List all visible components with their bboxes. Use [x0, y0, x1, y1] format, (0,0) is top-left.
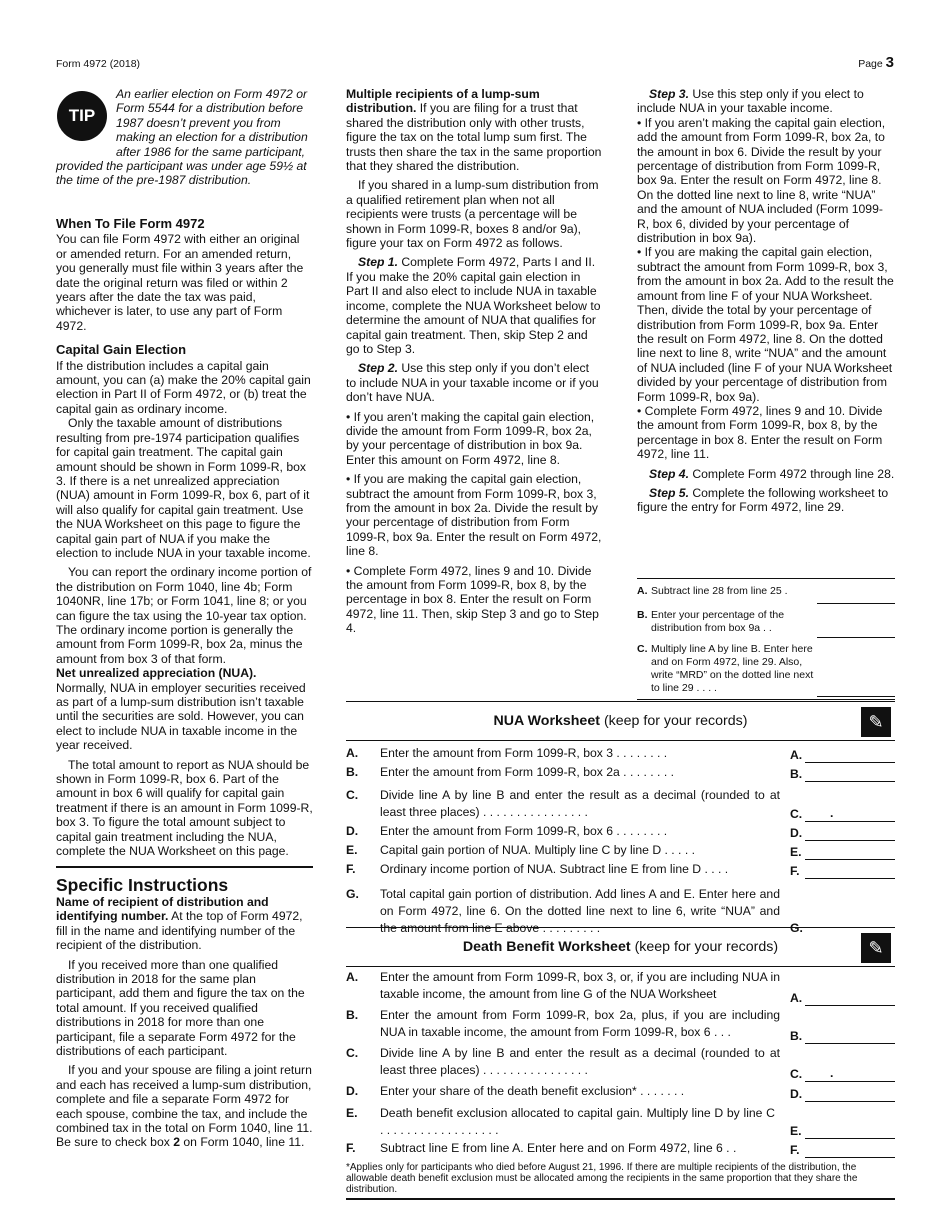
pencil-icon: ✎	[861, 933, 891, 963]
step2-bullet-2: • If you are making the capital gain election, subtract the amount from Form 1099-R, box 3, from the amount in box 2a. Divide the result by your percentage of distribution from Form 1099-R, box 9a. Enter the result on Form 4972, line 8.	[346, 472, 602, 559]
row-text: Capital gain portion of NUA. Multiply line C by line D . . . . .	[380, 843, 695, 857]
step1-text: Complete Form 4972, Parts I and II. If you make the 20% capital gain election in Part II and also elect to include NUA in taxable income, complete the NUA Worksheet below to determine the amount of NUA that qualifies for capital gain treatment. Then, skip Step 2 and go to Step 3.	[346, 255, 601, 356]
capital-gain-p2: Only the taxable amount of distributions resulting from pre-1974 participation qualifies for capital gain treatment. The capital gain amount should be shown in Form 1099-R, box 3. If there is a net unrealized appreciation (NUA) amount in Form 1099-R, box 6, part of it will also qualify for capital gain treatment. Use the NUA Worksheet on this page to figure the capital gain part of NUA if you make the election to include NUA in your taxable income.	[56, 416, 311, 560]
tip-text: An earlier election on Form 4972 or Form 5544 for a distribution before 1987 doesn’t prevent you from making an election for a distribution after 1986 for the same participant, provided the participant was under age 59½ at the time of the pre-1987 distribution.	[56, 87, 308, 188]
row-text: Enter the amount from Form 1099-R, box 3 . . . . . . . .	[380, 746, 668, 760]
row-ref: D.	[790, 826, 803, 840]
page-num: 3	[885, 54, 894, 71]
step3-bullet-1: • If you aren’t making the capital gain election, add the amount from Form 1099-R, box 2a, to the amount in box 6. Divide the result by your percentage of distribution from Form 1099-R, box 9a. Enter the result on Form 4972, line 8. On the dotted line next to line 8, write “NUA” and the amount of NUA included (Form 1099-R, box 6, divided by your percentage of distribution in box 9a).	[637, 115, 886, 246]
death-row-d	[346, 1083, 895, 1103]
form-header-title: Form 4972 (2018)	[56, 58, 141, 70]
multiple-distributions-para: If you received more than one qualified distribution in 2018 for the same plan participant, add them and figure the tax on the total amount. If you received qualified distributions in 2018 for more than one participant, file a separate Form 4972 for the distributions of each participant.	[56, 957, 305, 1058]
mini-row-letter: B.	[637, 609, 648, 621]
death-title-bold: Death Benefit Worksheet	[462, 939, 631, 955]
death-row-c	[346, 1045, 895, 1083]
row-letter: B.	[346, 1008, 359, 1022]
name-lead: Name of recipient of distribution and identifying number.	[56, 894, 269, 924]
row-text: Total capital gain portion of distribution. Add lines A and E. Enter here and on Form 4972, line 6. On the dotted line next to line 6, write “NUA” and the amount from line E above . . . . . . . . .	[380, 887, 780, 935]
mini-entry-field-c[interactable]	[817, 696, 895, 697]
multiple-recipients-para	[346, 87, 602, 173]
death-worksheet-title	[346, 927, 895, 967]
step2-bullet-3: • Complete Form 4972, lines 9 and 10. Divide the amount from Form 1099-R, box 8, by the percentage in box 8. Enter the result on Form 4972, line 11. Then, skip Step 3 and go to Step 4.	[346, 563, 599, 636]
row-ref: B.	[790, 1029, 803, 1043]
nua-worksheet	[346, 701, 895, 937]
row-ref: A.	[790, 748, 803, 762]
row-letter: B.	[346, 765, 359, 779]
nua-title-bold: NUA Worksheet	[493, 713, 600, 729]
row-ref: C.	[790, 807, 803, 821]
mini-row	[637, 606, 895, 640]
row-text: Death benefit exclusion allocated to capital gain. Multiply line D by line C . . . . . . . . . . . . . . . . . .	[380, 1106, 775, 1137]
mini-row-letter: C.	[637, 643, 648, 655]
nua-field-c[interactable]	[805, 821, 895, 822]
row-text: Ordinary income portion of NUA. Subtract line E from line D . . . .	[380, 862, 729, 876]
nua-row-f	[346, 861, 895, 880]
column-right	[637, 87, 895, 515]
column-middle	[346, 87, 602, 636]
death-field-e[interactable]	[805, 1138, 895, 1139]
step4-label: Step 4.	[649, 466, 689, 481]
capital-gain-heading: Capital Gain Election	[56, 342, 187, 358]
row-letter: G.	[346, 887, 359, 901]
row-ref: C.	[790, 1067, 803, 1081]
nua-field-f[interactable]	[805, 878, 895, 879]
row-ref: A.	[790, 991, 803, 1005]
step2-para	[346, 361, 602, 404]
mrd-mini-worksheet	[637, 578, 895, 700]
step2-bullet-1: • If you aren’t making the capital gain election, divide the amount from Form 1099-R, box 2a, by your percentage of distribution in box 9a. Enter this amount on Form 4972, line 8.	[346, 409, 595, 467]
row-ref: E.	[790, 845, 802, 859]
row-letter: F.	[346, 1141, 356, 1155]
tip-box	[56, 87, 313, 207]
nua-row-a	[346, 745, 895, 764]
death-row-a	[346, 969, 895, 1007]
step1-para	[346, 255, 602, 356]
row-letter: A.	[346, 970, 359, 984]
nua-field-b[interactable]	[805, 781, 895, 782]
nua-row-b	[346, 764, 895, 783]
mini-row-text: Subtract line 28 from line 25 .	[651, 585, 788, 597]
joint-text-a: If you and your spouse are filing a joint return and each has received a lump-sum distribution, complete and file a separate Form 4972 for each spouse, combine the tax, and include the combined tax in the total on Form 1040, line 11. Be sure to check box	[56, 1063, 313, 1150]
step2-label: Step 2.	[358, 361, 398, 376]
death-benefit-worksheet	[346, 927, 895, 1200]
mini-entry-field-a[interactable]	[817, 603, 895, 604]
joint-text-b: on Form 1040, line 11.	[179, 1135, 305, 1150]
mini-row	[637, 640, 895, 699]
row-letter: E.	[346, 1106, 358, 1120]
row-text: Enter the amount from Form 1099-R, box 3, or, if you are including NUA in taxable income, the amount from line G of the NUA Worksheet	[380, 970, 780, 1001]
shared-distribution-para: If you shared in a lump-sum distribution from a qualified retirement plan when not all recipients were trusts (a percentage will be shown in Form 1099-R, boxes 8 and/or 9a), figure your tax on Form 4972 as follows.	[346, 178, 599, 251]
name-of-recipient-para	[56, 895, 313, 953]
nua-row-c	[346, 783, 895, 823]
joint-return-para	[56, 1063, 313, 1149]
mini-row-text: Enter your percentage of the distribution from box 9a . .	[651, 609, 785, 634]
row-ref: B.	[790, 767, 803, 781]
column-left	[56, 87, 313, 1150]
death-field-f[interactable]	[805, 1157, 895, 1158]
nua-p2: The total amount to report as NUA should be shown in Form 1099-R, box 6. Part of the amount in box 6 will qualify for capital gain treatment if there is an amount in Form 1099-R, box 3. To figure the total amount subject to capital gain treatment including the NUA, complete the NUA Worksheet on this page.	[56, 757, 313, 859]
row-text: Divide line A by line B and enter the result as a decimal (rounded to at least three places) . . . . . . . . . . . . . . . .	[380, 1046, 780, 1077]
mini-entry-field-b[interactable]	[817, 637, 895, 638]
joint-box-num: 2	[173, 1135, 180, 1150]
specific-instructions-heading: Specific Instructions	[56, 875, 229, 896]
death-title-sub: (keep for your records)	[634, 939, 779, 955]
nua-field-e[interactable]	[805, 859, 895, 860]
nua-p1: Normally, NUA in employer securities received as part of a lump-sum distribution isn’t taxable until the securities are sold. However, you can elect to include NUA in taxable income in the year received.	[56, 680, 306, 753]
death-row-f	[346, 1140, 895, 1159]
death-field-d[interactable]	[805, 1101, 895, 1102]
nua-row-d	[346, 823, 895, 842]
nua-title-sub: (keep for your records)	[603, 713, 748, 729]
mr-lead: Multiple recipients of a lump-sum distribution.	[346, 87, 540, 116]
name-text: At the top of Form 4972, fill in the name and identifying number of the recipient of the distribution.	[56, 909, 303, 953]
page-number	[858, 54, 894, 71]
nua-lead-bold: Net unrealized appreciation (NUA).	[56, 666, 257, 681]
decimal-point: .	[830, 1066, 834, 1080]
mini-row-text: Multiply line A by line B. Enter here and on Form 4972, line 29. Also, write “MRD” on the dotted line next to line 29 . . . .	[651, 643, 814, 694]
row-text: Enter the amount from Form 1099-R, box 2a . . . . . . . .	[380, 765, 674, 779]
row-text: Enter the amount from Form 1099-R, box 2a, plus, if you are including NUA in taxable income, the amount from Form 1099-R, box 6 . . .	[380, 1008, 780, 1039]
worksheet-bottom-rule	[346, 1198, 895, 1200]
death-field-b[interactable]	[805, 1043, 895, 1044]
row-letter: C.	[346, 788, 359, 802]
capital-gain-p3: You can report the ordinary income portion of the distribution on Form 1040, line 4b; Form 1040NR, line 17b; or Form 1041, line 8; or you can figure the tax using the 10-year tax option. The ordinary income portion is generally the amount from Form 1099-R, box 2a, minus the amount from box 3 of that form.	[56, 565, 312, 666]
when-to-file-heading: When To File Form 4972	[56, 216, 205, 231]
pencil-icon: ✎	[861, 707, 891, 737]
step3-bullet-3: • Complete Form 4972, lines 9 and 10. Divide the amount from Form 1099-R, box 8, by the percentage in box 8. Enter the result on Form 4972, line 11.	[637, 403, 883, 462]
row-text: Divide line A by line B and enter the result as a decimal (rounded to at least three places) . . . . . . . . . . . . . . . .	[380, 788, 780, 819]
section-divider	[56, 866, 313, 868]
page-label: Page	[858, 58, 883, 70]
row-ref: F.	[790, 1143, 800, 1157]
step4-para	[637, 467, 895, 481]
row-letter: E.	[346, 843, 358, 857]
row-letter: D.	[346, 824, 359, 838]
row-letter: D.	[346, 1084, 359, 1098]
mini-row-letter: A.	[637, 585, 648, 597]
row-letter: C.	[346, 1046, 359, 1060]
death-row-e	[346, 1103, 895, 1140]
nua-worksheet-title	[346, 701, 895, 741]
row-text: Enter your share of the death benefit exclusion* . . . . . . .	[380, 1084, 685, 1098]
death-field-c[interactable]	[805, 1081, 895, 1082]
step5-text: Complete the following worksheet to figure the entry for Form 4972, line 29.	[637, 485, 889, 515]
death-row-b	[346, 1007, 895, 1045]
tip-icon: TIP	[57, 91, 107, 141]
row-letter: A.	[346, 746, 359, 760]
row-ref: F.	[790, 864, 800, 878]
death-field-a[interactable]	[805, 1005, 895, 1006]
row-text: Subtract line E from line A. Enter here and on Form 4972, line 6 . .	[380, 1141, 737, 1155]
mini-row	[637, 579, 895, 606]
nua-field-d[interactable]	[805, 840, 895, 841]
row-ref: E.	[790, 1124, 802, 1138]
step5-para	[637, 486, 895, 515]
nua-row-e	[346, 842, 895, 861]
row-ref: D.	[790, 1087, 803, 1101]
step5-label: Step 5.	[649, 485, 689, 500]
mr-text: If you are filing for a trust that shared the distribution only with other trusts, figure the tax on the total lump sum first. The trusts then share the tax in the same proportion that they shared the distribution.	[346, 101, 602, 174]
step4-text: Complete Form 4972 through line 28.	[688, 466, 895, 481]
step3-label: Step 3.	[649, 87, 689, 101]
step3-text: Use this step only if you elect to include NUA in your taxable income.	[637, 87, 864, 116]
death-footnote: *Applies only for participants who died before August 21, 1996. If there are multiple recipients of the distribution, the allowable death benefit exclusion must be allocated among the recipients in the same proportion that they share the distribution.	[346, 1162, 858, 1195]
step2-text: Use this step only if you don’t elect to include NUA in your taxable income or if you don’t have NUA.	[346, 361, 599, 405]
row-letter: F.	[346, 862, 356, 876]
step3-para	[637, 87, 895, 116]
step3-bullet-2: • If you are making the capital gain election, subtract the amount from Form 1099-R, box 3, from the amount in box 2a. Add to the result the amount from line F of your NUA Worksheet. Then, divide the total by your percentage of distribution from Form 1099-R, box 9a. Enter the result on Form 4972, line 8. On the dotted line next to line 8, write “NUA” and the amount of NUA included (line F of your NUA Worksheet divided by your percentage of distribution from Form 1099-R, box 9a).	[637, 245, 894, 404]
nua-lead	[56, 666, 313, 680]
when-to-file-text: You can file Form 4972 with either an original or amended return. For an amended return, you generally must file within 3 years after the date the original return was filed or within 2 years after the date the tax was paid, whichever is later, to use any part of Form 4972.	[56, 232, 304, 333]
nua-field-a[interactable]	[805, 762, 895, 763]
capital-gain-p1: If the distribution includes a capital gain amount, you can (a) make the 20% capital gain election in Part II of Form 4972, or (b) treat the capital gain as ordinary income.	[56, 358, 311, 416]
decimal-point: .	[830, 806, 834, 820]
step1-label: Step 1.	[358, 255, 398, 270]
row-ref: G.	[790, 921, 803, 935]
row-text: Enter the amount from Form 1099-R, box 6 . . . . . . . .	[380, 824, 668, 838]
